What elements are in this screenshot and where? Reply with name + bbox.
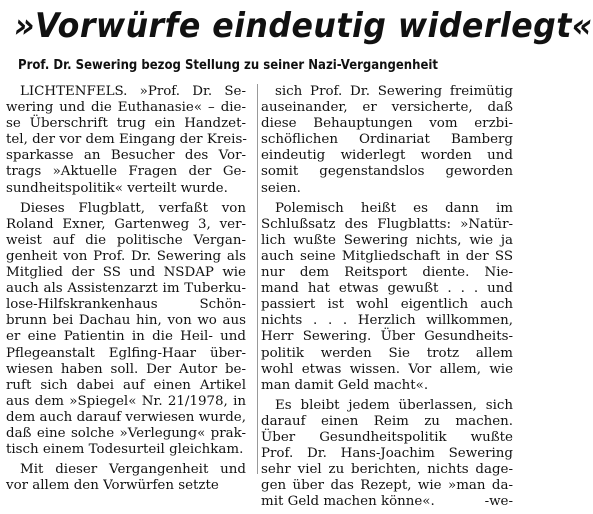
text-line: diese Behauptungen vom erzbi- <box>261 116 513 132</box>
text-line: aus dem »Spiegel« Nr. 21/1978, in <box>6 393 246 409</box>
headline: »Vorwürfe eindeutig widerlegt« <box>14 6 593 46</box>
text-line: Herr Sewering. Über Gesundheits- <box>261 329 513 345</box>
text-line: er eine Patientin in die Heil- und <box>6 329 246 345</box>
text-line: passiert ist wohl eigentlich auch <box>261 297 513 313</box>
text-line: tel, der vor dem Eingang der Kreis- <box>6 132 247 148</box>
article-paragraph <box>261 201 513 394</box>
article-column-left <box>6 84 246 498</box>
text-line: sparkasse an Besucher des Vor- <box>6 148 246 164</box>
text-line: brunn bei Dachau hin, von wo aus <box>6 313 246 329</box>
text-line: daß eine solche »Verlegung« prak- <box>6 425 246 441</box>
text-line: sich Prof. Dr. Sewering freimütig <box>275 84 513 99</box>
text-line: eindeutig widerlegt worden und <box>261 148 513 164</box>
text-line: somit gegenstandslos geworden <box>261 164 513 180</box>
text-line: sundheitspolitik« verteilt wurde. <box>6 180 228 196</box>
text-line: lich wußte Sewering nichts, wie ja <box>261 232 513 248</box>
text-line: sehr viel zu berichten, nichts dage- <box>261 462 513 478</box>
text-line: darauf einen Reim zu machen. <box>261 413 513 429</box>
text-line: politik werden Sie trotz allem <box>261 345 513 361</box>
text-line: auch als Assistenzarzt im Tuberku- <box>6 281 246 297</box>
text-line: schöflichen Ordinariat Bamberg <box>261 132 513 148</box>
text-line: Schlußsatz des Flugblatts: »Natür- <box>261 216 513 232</box>
text-line: Pflegeanstalt Eglfing-Haar über- <box>6 345 246 361</box>
text-line: ruft sich dabei auf einen Artikel <box>6 377 246 393</box>
text-line: Polemisch heißt es dann im <box>275 200 513 216</box>
article-paragraph <box>6 201 246 459</box>
author-signature: -we- <box>484 494 513 510</box>
text-line: LICHTENFELS. »Prof. Dr. Se- <box>20 84 246 99</box>
text-line: genheit von Prof. Dr. Sewering als <box>6 248 246 264</box>
text-line <box>261 494 513 510</box>
text-line: se Überschrift trug ein Handzet- <box>6 116 246 132</box>
article-paragraph <box>261 398 513 511</box>
text-line: vor allem den Vorwürfen setzte <box>6 478 219 494</box>
text-line: wiesen haben soll. Der Autor be- <box>6 361 246 377</box>
text-line: Es bleibt jedem überlassen, sich <box>275 397 513 413</box>
text-line: trags »Aktuelle Fragen der Ge- <box>6 164 246 180</box>
column-divider <box>257 84 258 474</box>
text-line: nur dem Reitsport diente. Nie- <box>261 265 513 281</box>
text-line: seien. <box>261 180 301 196</box>
article-paragraph <box>6 462 246 494</box>
text-line: dem auch darauf verwiesen wurde, <box>6 409 246 425</box>
text-line: gen über das Rezept, wie »man da- <box>261 478 513 494</box>
article-column-right <box>261 84 513 514</box>
text-line: lose-Hilfskrankenhaus Schön- <box>6 297 246 313</box>
article-paragraph <box>6 84 246 197</box>
subheadline: Prof. Dr. Sewering bezog Stellung zu seiner Nazi-Vergangenheit <box>18 58 439 73</box>
text-line: Prof. Dr. Hans-Joachim Sewering <box>261 446 513 462</box>
text-line-content: mit Geld machen könne«. <box>261 494 435 510</box>
text-line: mand hat etwas gewußt . . . und <box>261 281 513 297</box>
text-line: Dieses Flugblatt, verfaßt von <box>20 200 246 216</box>
text-line: nichts . . . Herzlich willkommen, <box>261 313 513 329</box>
text-line: man damit Geld macht«. <box>261 377 429 393</box>
text-line: wohl etwas wissen. Vor allem, wie <box>261 361 513 377</box>
text-line: Roland Exner, Gartenweg 3, ver- <box>6 216 246 232</box>
text-line: auseinander, er versicherte, daß <box>261 100 513 116</box>
text-line: Mit dieser Vergangenheit und <box>20 462 246 478</box>
text-line: tisch einem Todesurteil gleichkam. <box>6 442 244 458</box>
text-line: auch seine Mitgliedschaft in der SS <box>261 248 513 264</box>
article-paragraph <box>261 84 513 197</box>
text-line: wering und die Euthanasie« – die- <box>6 100 246 116</box>
text-line: Über Gesundheitspolitik wußte <box>261 429 513 445</box>
text-line: weist auf die politische Vergan- <box>6 232 246 248</box>
text-line: Mitglied der SS und NSDAP wie <box>6 265 246 281</box>
